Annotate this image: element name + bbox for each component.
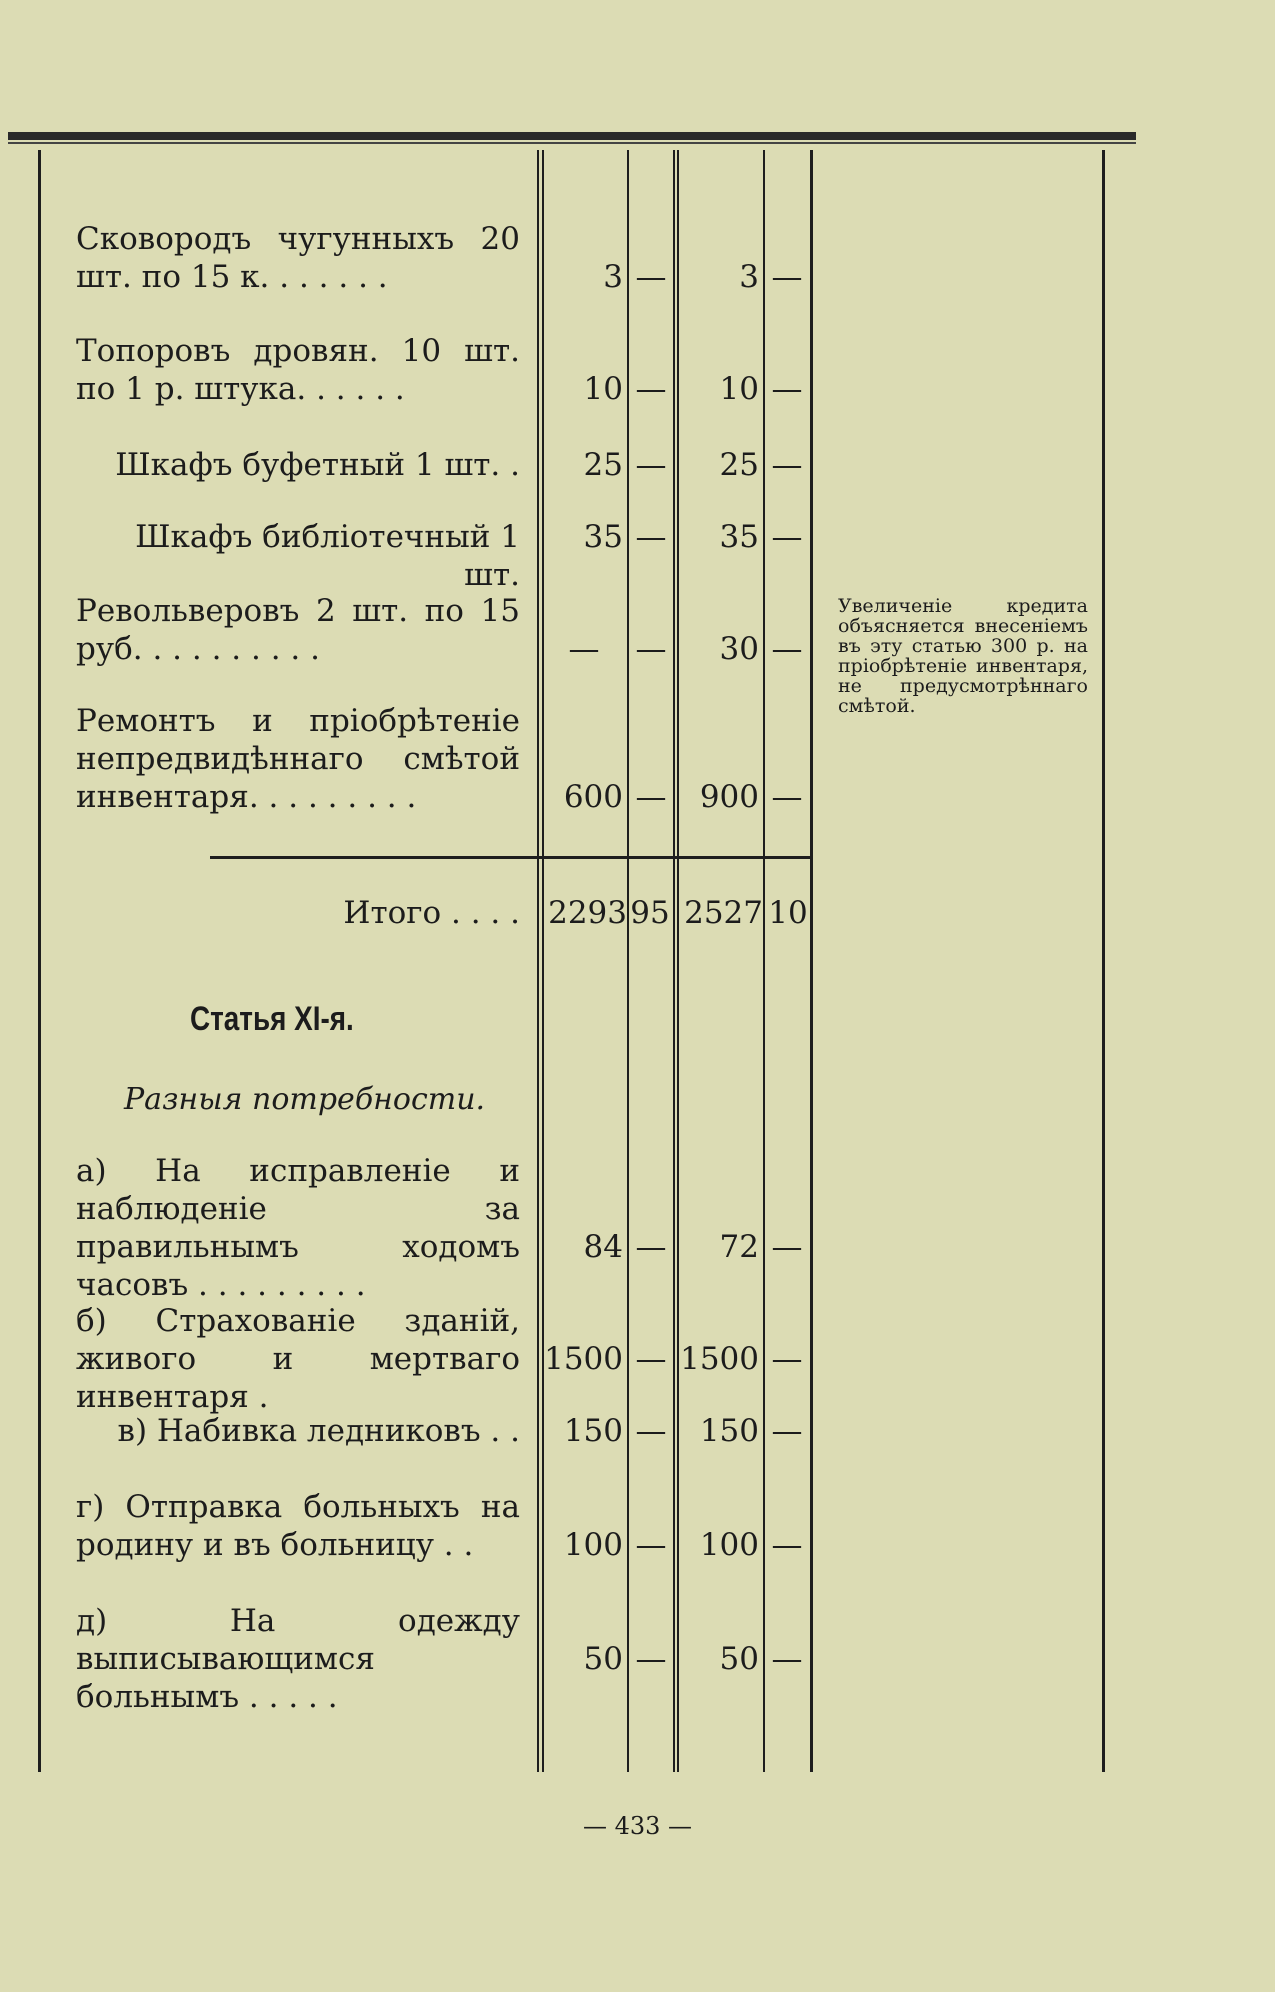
amount-rub-1: 1500 [544, 1341, 623, 1377]
amount-rub-2: 150 [699, 1413, 759, 1449]
amount-rub-1: 50 [583, 1641, 623, 1677]
table-left-border [38, 150, 41, 1772]
amount-rub-2: 50 [719, 1641, 759, 1677]
amount-rub-1: 10 [583, 371, 623, 407]
amount-kop-2: — [771, 1527, 803, 1563]
table-right-border [1102, 150, 1105, 1772]
total-separator [210, 856, 812, 859]
item-label: Шкафъ буфетный 1 шт. . [115, 447, 520, 483]
amount-rub-2: 35 [719, 519, 759, 555]
amount-rub-1: 100 [563, 1527, 623, 1563]
amount-rub-2: 25 [719, 447, 759, 483]
section-subtitle: Разныя потребности. [124, 1082, 486, 1117]
amount-kop-1: — [635, 371, 667, 407]
item-label: а) На исправленіе и наблюденіе за правильнымъ ходомъ часовъ . . . . . . . . . [76, 1153, 530, 1303]
amount-kop-1: — [635, 519, 667, 555]
top-rule-thin [8, 142, 1136, 144]
amount-kop-1: — [635, 631, 667, 667]
column-divider [810, 150, 813, 1772]
item-label: Сковородъ чугунныхъ 20 шт. по 15 к. . . . . . . [76, 221, 530, 295]
item-label: б) Страхованіе зданій, живого и мертваго инвентаря . [76, 1303, 530, 1415]
amount-kop-2: — [771, 779, 803, 815]
amount-rub-1: 150 [563, 1413, 623, 1449]
amount-rub-2: 100 [699, 1527, 759, 1563]
column-divider [537, 150, 539, 1772]
top-rule [8, 132, 1136, 140]
item-label: Шкафъ библіотечный 1 шт. [135, 519, 530, 593]
amount-rub-1: — [568, 631, 600, 667]
amount-rub-2: 30 [719, 631, 759, 667]
amount-kop-2: — [771, 1641, 803, 1677]
amount-kop-1: — [635, 779, 667, 815]
amount-kop-1: — [635, 1527, 667, 1563]
section-title: Статья XI-я. [190, 1000, 354, 1038]
amount-rub-2: 10 [719, 371, 759, 407]
column-divider [673, 150, 675, 1772]
remark-note: Увеличеніе кредита объясняется внесеніемъ въ эту статью 300 р. на пріобрѣтеніе инвентаря, не предусмотрѣннаго смѣтой. [838, 595, 1088, 717]
amount-rub-2: 900 [699, 779, 759, 815]
item-label: Топоровъ дровян. 10 шт. по 1 р. штука. . . . . . [76, 333, 530, 407]
item-label: Ремонтъ и пріобрѣтеніе непредвидѣннаго смѣтой инвентаря. . . . . . . . . [76, 703, 530, 815]
amount-rub-1: 3 [603, 259, 623, 295]
amount-rub-2: 3 [739, 259, 759, 295]
amount-kop-2: — [771, 519, 803, 555]
total-rub-2: 2527 [684, 895, 763, 931]
column-divider [677, 150, 679, 1772]
total-kop-2: 10 [768, 895, 808, 931]
amount-kop-2: — [771, 259, 803, 295]
amount-kop-2: — [771, 1341, 803, 1377]
item-label: в) Набивка ледниковъ . . [117, 1413, 520, 1449]
amount-kop-1: — [635, 259, 667, 295]
amount-kop-1: — [635, 1229, 667, 1265]
amount-rub-2: 1500 [680, 1341, 759, 1377]
item-label: Револьверовъ 2 шт. по 15 руб. . . . . . . . . . [76, 593, 530, 667]
amount-kop-2: — [771, 631, 803, 667]
column-divider [542, 150, 544, 1772]
page-number: — 433 — [582, 1812, 693, 1840]
amount-kop-2: — [771, 371, 803, 407]
amount-rub-1: 84 [583, 1229, 623, 1265]
amount-kop-1: — [635, 1341, 667, 1377]
amount-rub-2: 72 [719, 1229, 759, 1265]
total-rub-1: 2293 [548, 895, 627, 931]
amount-kop-2: — [771, 1229, 803, 1265]
item-label: г) Отправка больныхъ на родину и въ больницу . . [76, 1489, 530, 1563]
total-kop-1: 95 [630, 895, 670, 931]
amount-kop-2: — [771, 447, 803, 483]
amount-kop-1: — [635, 1413, 667, 1449]
item-label: д) На одежду выписывающимся больнымъ . . . . . [76, 1603, 530, 1715]
amount-rub-1: 35 [583, 519, 623, 555]
total-label: Итого . . . . [343, 895, 520, 931]
amount-kop-1: — [635, 1641, 667, 1677]
amount-kop-1: — [635, 447, 667, 483]
amount-rub-1: 600 [563, 779, 623, 815]
amount-rub-1: 25 [583, 447, 623, 483]
amount-kop-2: — [771, 1413, 803, 1449]
